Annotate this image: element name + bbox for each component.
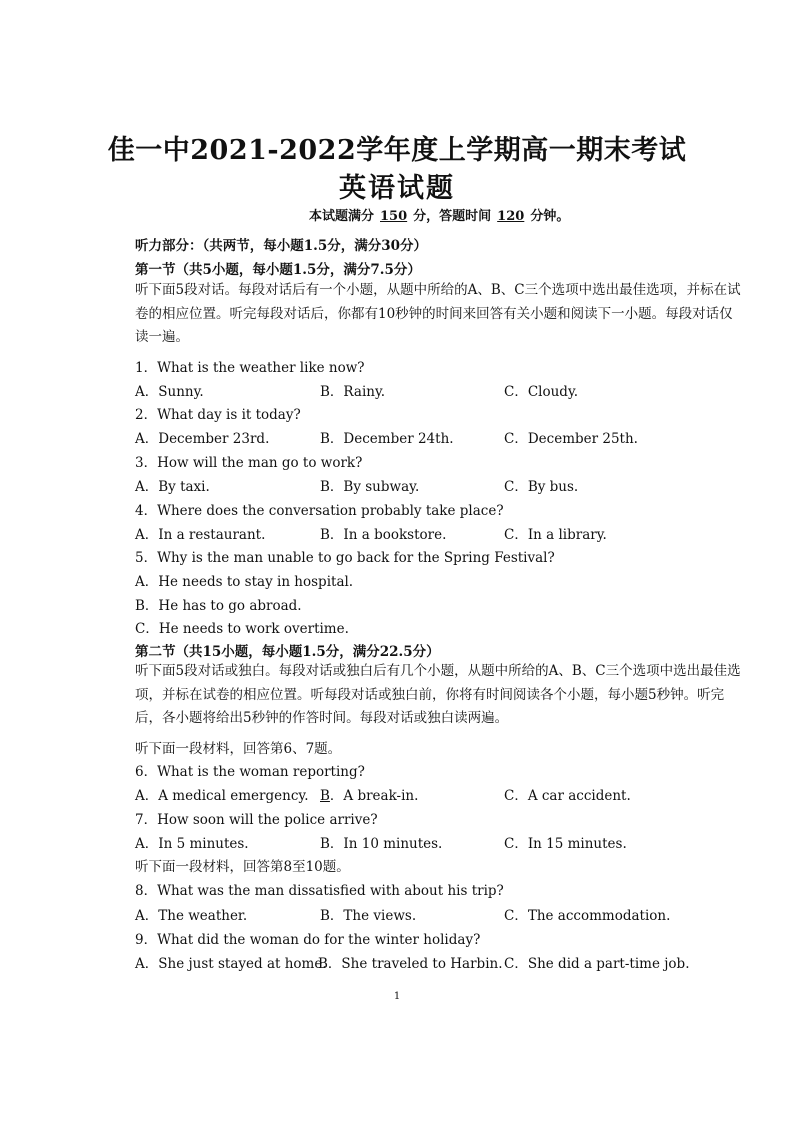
section1-heading: 第一节（共5小题，每小题1.5分，满分7.5分）	[135, 262, 421, 278]
question-2-options	[135, 427, 755, 447]
question-7-options	[135, 832, 755, 852]
question-5: 5．Why is the man unable to go back for the Spring Festival?	[135, 550, 555, 566]
question-1: 1．What is the weather like now?	[135, 360, 365, 376]
page-number: 1	[393, 991, 401, 1002]
option-a: A．In 5 minutes.	[135, 836, 249, 852]
question-2: 2．What day is it today?	[135, 407, 301, 423]
option-a: A．By taxi.	[135, 479, 210, 495]
option-c: C．In 15 minutes.	[504, 836, 627, 852]
option-c: C．December 25th.	[504, 431, 638, 447]
option-a: A．A medical emergency.	[135, 788, 309, 804]
option-b	[320, 784, 418, 804]
option-b: B．In a bookstore.	[320, 527, 447, 543]
option-b-letter: B	[320, 788, 330, 804]
question-5-option-c: C．He needs to work overtime.	[135, 621, 349, 637]
option-b: B．In 10 minutes.	[320, 836, 443, 852]
exam-time: 120	[497, 209, 525, 224]
question-9-options	[135, 952, 755, 972]
option-b: B．December 24th.	[320, 431, 454, 447]
question-5-option-a: A．He needs to stay in hospital.	[135, 574, 354, 590]
option-c: C．Cloudy.	[504, 384, 579, 400]
info-mid: 分，答题时间	[413, 209, 492, 224]
question-8-options	[135, 904, 755, 924]
option-c: C．In a library.	[504, 527, 607, 543]
material-2: 听下面一段材料，回答第8至10题。	[135, 859, 350, 875]
option-c: C．The accommodation.	[504, 908, 671, 924]
question-8: 8．What was the man dissatisfied with about his trip?	[135, 883, 504, 899]
exam-title: 佳一中2021-2022学年度上学期高一期末考试	[107, 135, 687, 166]
question-3: 3．How will the man go to work?	[135, 455, 363, 471]
question-6: 6．What is the woman reporting?	[135, 764, 365, 780]
info-prefix: 本试题满分	[309, 209, 375, 224]
question-4-options	[135, 523, 755, 543]
question-7: 7．How soon will the police arrive?	[135, 812, 378, 828]
question-3-options	[135, 475, 755, 495]
question-1-options	[135, 380, 755, 400]
question-9: 9．What did the woman do for the winter holiday?	[135, 932, 481, 948]
question-5-option-b: B．He has to go abroad.	[135, 598, 302, 614]
material-1: 听下面一段材料，回答第6、7题。	[135, 741, 342, 757]
info-suffix: 分钟。	[530, 209, 570, 224]
exam-info	[309, 205, 569, 224]
option-c: C．She did a part-time job.	[504, 956, 690, 972]
option-a: A．Sunny.	[135, 384, 204, 400]
listening-heading: 听力部分：（共两节，每小题1.5分，满分30分）	[135, 238, 428, 254]
section1-instructions: 听下面5段对话。每段对话后有一个小题，从题中所给的A、B、C三个选项中选出最佳选项，并标在试卷的相应位置。听完每段对话后，你都有10秒钟的时间来回答有关小题和阅读下一小题。每段对话仅读一遍。	[135, 282, 741, 345]
option-a: A．She just stayed at home.	[135, 956, 327, 972]
section2-instructions: 听下面5段对话或独白。每段对话或独白后有几个小题，从题中所给的A、B、C三个选项中选出最佳选项，并标在试卷的相应位置。听每段对话或独白前，你将有时间阅读各个小题，每小题5秒钟。听完后，各小题将给出5秒钟的作答时间。每段对话或独白读两遍。	[135, 663, 741, 726]
option-a: A．The weather.	[135, 908, 248, 924]
exam-subtitle: 英语试题	[339, 173, 455, 204]
option-b: B．Rainy.	[320, 384, 386, 400]
option-b-text: ．A break-in.	[329, 788, 419, 804]
option-a: A．December 23rd.	[135, 431, 270, 447]
question-4: 4．Where does the conversation probably take place?	[135, 503, 504, 519]
option-a: A．In a restaurant.	[135, 527, 266, 543]
option-b: B．The views.	[320, 908, 417, 924]
option-c: C．A car accident.	[504, 788, 631, 804]
question-6-options	[135, 784, 755, 804]
option-c: C．By bus.	[504, 479, 579, 495]
option-b: B．She traveled to Harbin.	[318, 956, 503, 972]
option-b: B．By subway.	[320, 479, 420, 495]
section2-heading: 第二节（共15小题，每小题1.5分，满分22.5分）	[135, 644, 440, 660]
full-score: 150	[380, 209, 408, 224]
